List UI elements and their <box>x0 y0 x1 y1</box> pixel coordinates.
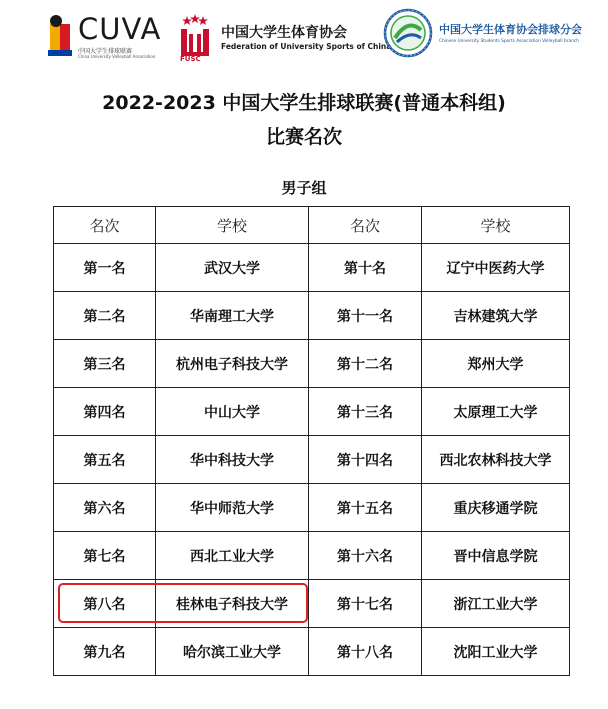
cuva-wordmark: CUVA <box>78 12 162 46</box>
school-cell: 吉林建筑大学 <box>422 292 570 340</box>
rank-cell: 第十三名 <box>309 388 422 436</box>
table-row <box>54 484 570 532</box>
rank-cell: 第十七名 <box>309 580 422 628</box>
table-row <box>54 340 570 388</box>
document-title: 2022-2023 中国大学生排球联赛(普通本科组) <box>102 92 506 114</box>
school-cell: 西北工业大学 <box>156 532 309 580</box>
cuva-subtitle: 中国大学生排球联赛 <box>78 48 133 55</box>
rank-cell: 第九名 <box>54 628 156 676</box>
table-row <box>54 628 570 676</box>
school-cell: 西北农林科技大学 <box>422 436 570 484</box>
rank-cell: 第十四名 <box>309 436 422 484</box>
rank-cell: 第十名 <box>309 244 422 292</box>
cuva-logo <box>48 8 162 68</box>
cuva-emblem-icon <box>48 14 74 58</box>
rank-cell: 第四名 <box>54 388 156 436</box>
cuva-subtitle-en: China University Volleyball Association <box>78 54 156 59</box>
rank-cell: 第五名 <box>54 436 156 484</box>
school-cell: 华中师范大学 <box>156 484 309 532</box>
fusc-name-en: Federation of University Sports of China <box>221 42 392 51</box>
rank-cell: 第十二名 <box>309 340 422 388</box>
header-rank: 名次 <box>54 207 156 244</box>
header-school: 学校 <box>422 207 570 244</box>
school-cell: 桂林电子科技大学 <box>156 580 309 628</box>
fusc-name-cn: 中国大学生体育协会 <box>221 25 347 41</box>
group-label: 男子组 <box>281 179 327 197</box>
school-cell: 辽宁中医药大学 <box>422 244 570 292</box>
table-header-row <box>54 207 570 244</box>
table-row <box>54 532 570 580</box>
school-cell: 华南理工大学 <box>156 292 309 340</box>
school-cell: 晋中信息学院 <box>422 532 570 580</box>
logo-header <box>0 8 608 68</box>
school-cell: 华中科技大学 <box>156 436 309 484</box>
header-rank: 名次 <box>309 207 422 244</box>
rank-cell: 第六名 <box>54 484 156 532</box>
rank-cell: 第三名 <box>54 340 156 388</box>
fusc-abbr: FUSC <box>180 55 201 63</box>
fusc-logo <box>178 8 392 68</box>
table-row <box>54 244 570 292</box>
ranking-table <box>53 206 570 676</box>
school-cell: 郑州大学 <box>422 340 570 388</box>
school-cell: 哈尔滨工业大学 <box>156 628 309 676</box>
school-cell: 浙江工业大学 <box>422 580 570 628</box>
table-row <box>54 292 570 340</box>
cusa-name-en: Chinese University Students Sports Association Volleyball branch <box>439 39 579 44</box>
volleyball-emblem-icon <box>383 8 433 58</box>
table-row <box>54 436 570 484</box>
school-cell: 重庆移通学院 <box>422 484 570 532</box>
school-cell: 武汉大学 <box>156 244 309 292</box>
rank-cell: 第十五名 <box>309 484 422 532</box>
rank-cell: 第八名 <box>54 580 156 628</box>
cusa-volleyball-branch-logo <box>383 8 593 68</box>
rank-cell: 第十一名 <box>309 292 422 340</box>
rank-cell: 第一名 <box>54 244 156 292</box>
table-row-highlighted <box>54 580 570 628</box>
school-cell: 中山大学 <box>156 388 309 436</box>
document-subtitle: 比赛名次 <box>265 126 342 148</box>
rank-cell: 第十六名 <box>309 532 422 580</box>
cusa-name-cn: 中国大学生体育协会排球分会 <box>439 23 582 36</box>
rank-cell: 第七名 <box>54 532 156 580</box>
rank-cell: 第十八名 <box>309 628 422 676</box>
header-school: 学校 <box>156 207 309 244</box>
school-cell: 杭州电子科技大学 <box>156 340 309 388</box>
rank-cell: 第二名 <box>54 292 156 340</box>
school-cell: 太原理工大学 <box>422 388 570 436</box>
school-cell: 沈阳工业大学 <box>422 628 570 676</box>
table-row <box>54 388 570 436</box>
